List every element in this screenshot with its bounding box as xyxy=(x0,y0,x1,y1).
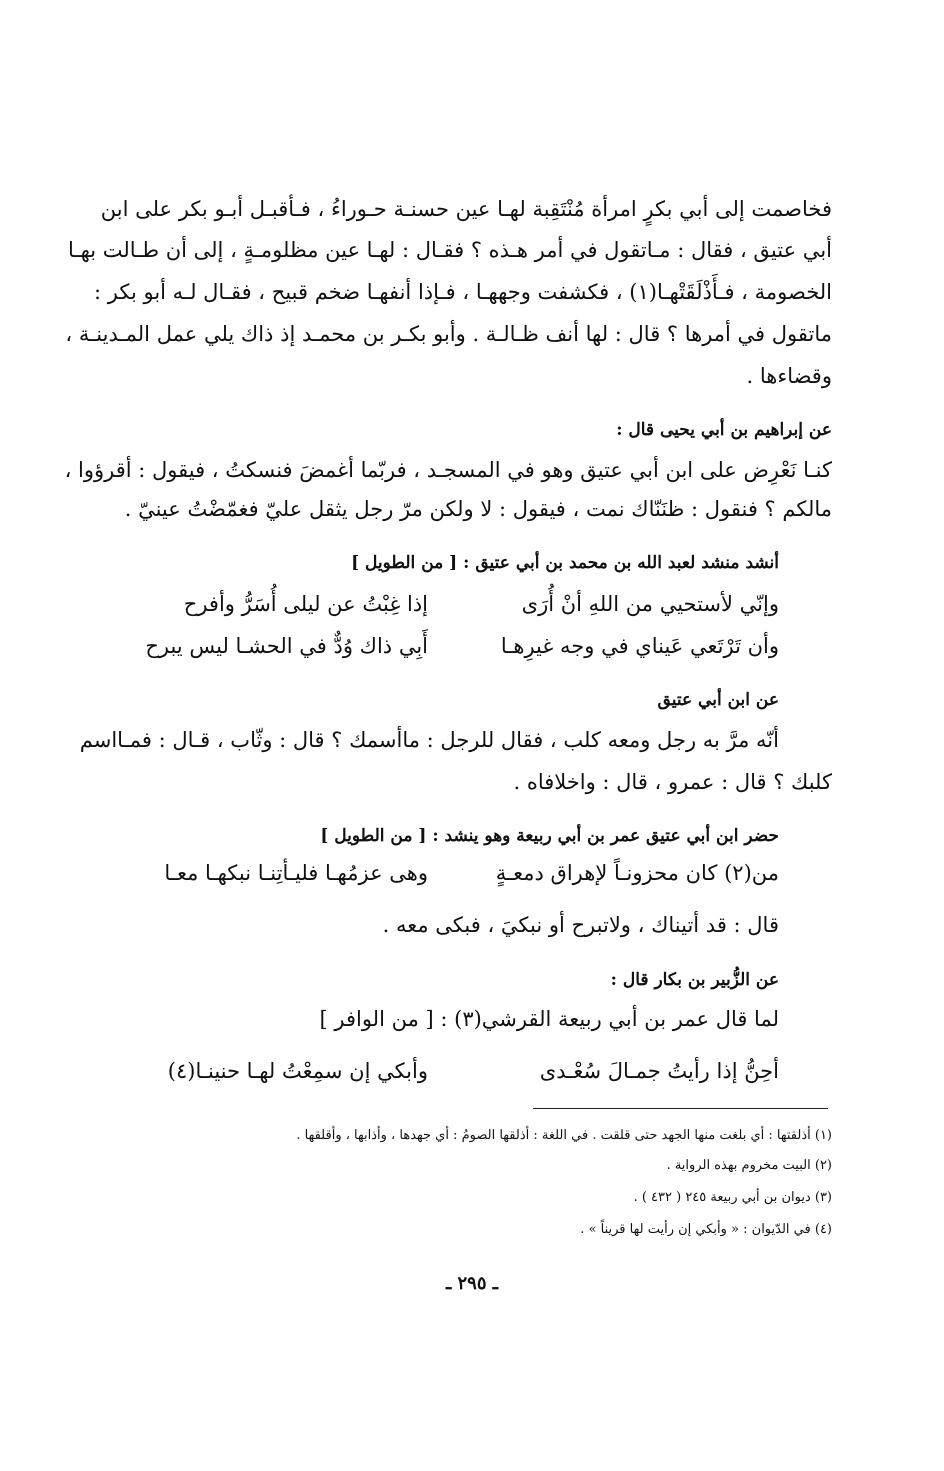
section-heading-zubayr: عن الزُّبير بن بكار قال : xyxy=(610,970,779,990)
page-number: ـ ٢٩٥ ـ xyxy=(445,1273,499,1294)
verse-4-first-hemistich: أحِنُّ إذا رأيتُ جمـالَ سُعْـدى xyxy=(539,1059,779,1083)
paragraph-1-line-2: أبي عتيق ، فقال : مـاتقول في أمر هـذه ؟ فقـال : لهـا عين مظلومـةٍ ، إلى أن طـالت بهـا xyxy=(68,238,832,262)
paragraph-1-line-5: وقضاءها . xyxy=(746,364,832,388)
section-heading-ibrahim: عن إبراهيم بن أبي يحيى قال : xyxy=(616,420,832,440)
verse-2-second-hemistich: أَبِي ذاك وُدٌّ في الحشـا ليس يبرح xyxy=(145,634,428,658)
paragraph-1-line-4: ماتقول في أمرها ؟ قال : لها أنف ظـالـة . وأبو بكـر بن محمـد إذ ذاك يلي عمل المـدينـة ، xyxy=(65,322,832,346)
paragraph-2-line-1: كنـا نَعْرِض على ابن أبي عتيق وهو في المسجـد ، فربّما أغمضَ فنسكتُ ، فيقول : أقرؤوا ، xyxy=(64,458,832,482)
footnote-1: (١) أذلقتها : أي بلغت منها الجهد حتى قلقت . في اللغة : أذلقها الصومُ : أي جهدها ، وأذابها ، وأقلقها . xyxy=(296,1128,832,1143)
paragraph-5: لما قال عمر بن أبي ربيعة القرشي(٣) : [ من الوافر ] xyxy=(319,1007,779,1031)
verse-3-first-hemistich: من(٢) كان محزونـاً لإهراق دمعـةٍ xyxy=(495,861,779,885)
paragraph-1-line-3: الخصومة ، فـأَذْلَقَتْهـا(١) ، فكشفت وجههـا ، فـإذا أنفهـا ضخم قبيح ، فقـال لـه أبو بكر : xyxy=(94,280,832,304)
paragraph-3-line-2: كلبك ؟ قال : عمرو ، قال : واخلافاه . xyxy=(513,770,832,794)
verse-1-first-hemistich: وإنّي لأستحيي من اللهِ أنْ أُرَى xyxy=(521,592,779,616)
section-heading-recital: أنشد منشد لعبد الله بن محمد بن أبي عتيق : [ من الطويل ] xyxy=(351,553,779,573)
paragraph-4: قال : قد أتيناك ، ولاتبرح أو نبكيَ ، فبكى معه . xyxy=(382,913,779,937)
footnote-4: (٤) في الدّيوان : « وأبكي إن رأيت لها قريناً » . xyxy=(580,1222,832,1237)
verse-2-first-hemistich: وأن تَرْتَعي عَيناي في وجه غيرِهـا xyxy=(500,634,779,658)
verse-3-second-hemistich: وهى عزمُهـا فليـأتِنـا نبكهـا معـا xyxy=(164,861,428,885)
section-heading-umar: حضر ابن أبي عتيق عمر بن أبي ربيعة وهو ينشد : [ من الطويل ] xyxy=(320,826,779,846)
verse-1-second-hemistich: إذا غِبْتُ عن ليلى أُسَرُّ وأفرح xyxy=(183,592,428,616)
section-heading-ibn-abi-atiq: عن ابن أبي عتيق xyxy=(657,690,779,710)
footnote-2: (٢) البيت مخروم بهذه الرواية . xyxy=(666,1158,832,1173)
paragraph-1-line-1: فخاصمت إلى أبي بكرٍ امرأة مُنْتَقِبة لهـا عين حسنـة حـوراءُ ، فـأقبـل أبـو بكر على ابن xyxy=(100,197,832,221)
paragraph-3-line-1: أنّه مرَّ به رجل ومعه كلب ، فقال للرجل : ماأسمك ؟ قال : وثّاب ، قـال : فمـااسم xyxy=(79,728,779,752)
footnote-separator xyxy=(533,1108,828,1109)
paragraph-2-line-2: مالكم ؟ فنقول : ظنَنّاك نمت ، فيقول : لا ولكن مرّ رجل يثقل عليّ فغمّضْتُ عينيّ . xyxy=(124,497,832,521)
footnote-3: (٣) ديوان بن أبي ربيعة ٢٤٥ ( ٤٣٢ ) . xyxy=(633,1190,832,1205)
verse-4-second-hemistich: وأبكي إن سمِعْتُ لهـا حنينـا(٤) xyxy=(167,1059,428,1083)
